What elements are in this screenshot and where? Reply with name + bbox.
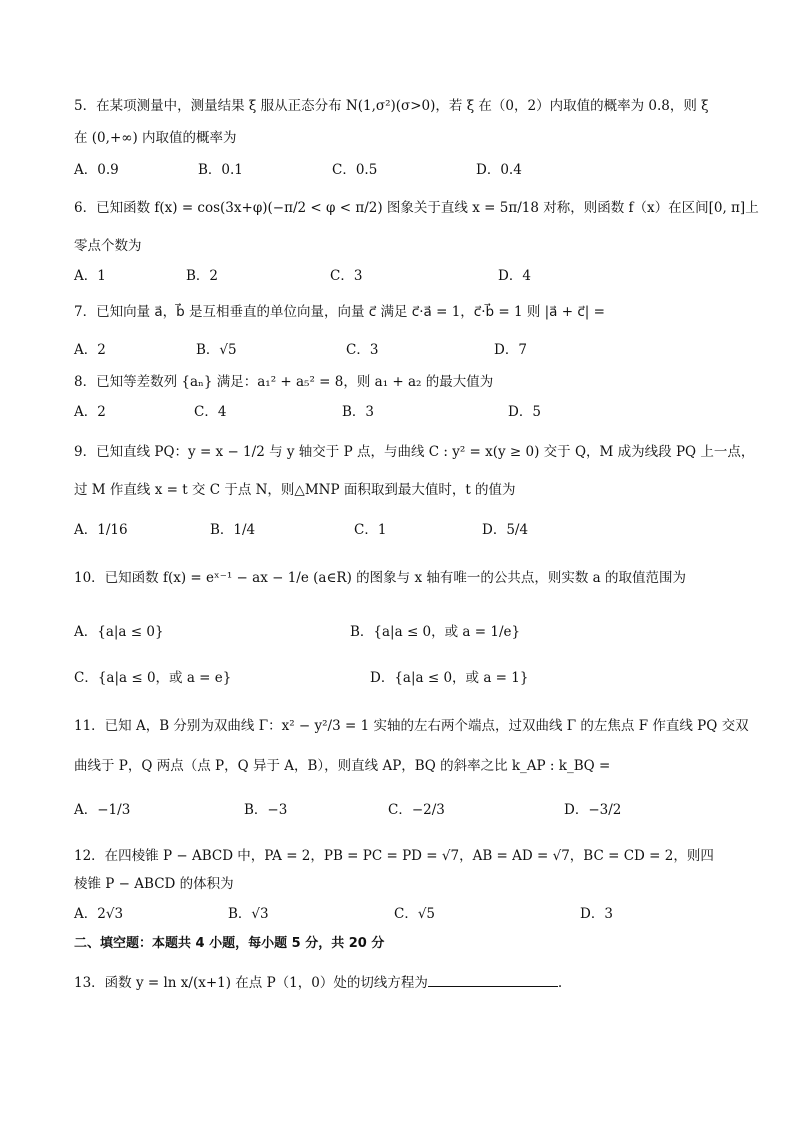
q9-option-b: B．1/4 <box>210 522 256 538</box>
q9-option-a: A．1/16 <box>74 522 128 538</box>
q10-option-c: C．{a|a ≤ 0，或 a = e} <box>74 670 232 686</box>
q12-option-d: D．3 <box>580 906 613 922</box>
q12-stem-line1: 12．在四棱锥 P − ABCD 中，PA = 2，PB = PC = PD = √7，AB = AD = √7，BC = CD = 2，则四 <box>74 848 714 864</box>
q12-option-b: B．√3 <box>228 906 269 922</box>
q9-stem-line2: 过 M 作直线 x = t 交 C 于点 N，则△MNP 面积取到最大值时，t 的值为 <box>74 482 516 498</box>
q7-option-b: B．√5 <box>196 342 237 358</box>
q10-stem: 10．已知函数 f(x) = eˣ⁻¹ − ax − 1/e (a∈R) 的图象与 x 轴有唯一的公共点，则实数 a 的取值范围为 <box>74 570 686 586</box>
q5-option-a: A．0.9 <box>74 162 119 178</box>
q5-stem-line2: 在 (0,+∞) 内取值的概率为 <box>74 130 237 146</box>
q8-option-a: A．2 <box>74 404 106 420</box>
q8-option-b: B．3 <box>342 404 375 420</box>
q5-option-b: B．0.1 <box>198 162 243 178</box>
q6-option-d: D．4 <box>498 268 531 284</box>
q7-option-d: D．7 <box>494 342 527 358</box>
q6-option-c: C．3 <box>330 268 363 284</box>
q11-stem-line1: 11．已知 A，B 分别为双曲线 Γ：x² − y²/3 = 1 实轴的左右两个端点，过双曲线 Γ 的左焦点 F 作直线 PQ 交双 <box>74 718 749 734</box>
q11-option-d: D．−3/2 <box>564 802 622 818</box>
q11-stem-line2: 曲线于 P，Q 两点（点 P，Q 异于 A，B），则直线 AP，BQ 的斜率之比 k_AP : k_BQ = <box>74 758 611 774</box>
q7-option-a: A．2 <box>74 342 106 358</box>
q7-stem: 7．已知向量 a⃗，b⃗ 是互相垂直的单位向量，向量 c⃗ 满足 c⃗·a⃗ = 1，c⃗·b⃗ = 1 则 |a⃗ + c⃗| = <box>74 304 605 320</box>
q6-option-b: B．2 <box>186 268 219 284</box>
q7-option-c: C．3 <box>346 342 379 358</box>
q11-option-c: C．−2/3 <box>388 802 445 818</box>
q11-option-b: B．−3 <box>244 802 288 818</box>
q9-stem-line1: 9．已知直线 PQ：y = x − 1/2 与 y 轴交于 P 点，与曲线 C : y² = x(y ≥ 0) 交于 Q，M 成为线段 PQ 上一点， <box>74 444 755 460</box>
q13-stem <box>74 972 754 993</box>
q8-stem: 8．已知等差数列 {aₙ} 满足：a₁² + a₅² = 8，则 a₁ + a₂ 的最大值为 <box>74 374 494 390</box>
q8-option-d: D．5 <box>508 404 541 420</box>
q6-option-a: A．1 <box>74 268 106 284</box>
q5-option-d: D．0.4 <box>476 162 522 178</box>
q12-option-a: A．2√3 <box>74 906 124 922</box>
q13-suffix: . <box>557 975 563 991</box>
q6-stem-line2: 零点个数为 <box>74 238 142 254</box>
q8-option-c: C．4 <box>194 404 227 420</box>
q13-prefix: 13．函数 y = ln x/(x+1) 在点 P（1，0）处的切线方程为 <box>74 975 428 991</box>
q12-option-c: C．√5 <box>394 906 436 922</box>
q5-stem-line1: 5．在某项测量中，测量结果 ξ 服从正态分布 N(1,σ²)(σ>0)，若 ξ 在（0，2）内取值的概率为 0.8，则 ξ <box>74 98 709 114</box>
q5-option-c: C．0.5 <box>332 162 378 178</box>
q11-option-a: A．−1/3 <box>74 802 131 818</box>
q6-stem-line1: 6．已知函数 f(x) = cos(3x+φ)(−π/2 < φ < π/2) 图象关于直线 x = 5π/18 对称，则函数 f（x）在区间[0, π]上 <box>74 200 759 216</box>
q13-answer-blank[interactable] <box>428 972 558 987</box>
q10-option-b: B．{a|a ≤ 0，或 a = 1/e} <box>350 624 521 640</box>
q10-option-d: D．{a|a ≤ 0，或 a = 1} <box>370 670 529 686</box>
q12-stem-line2: 棱锥 P − ABCD 的体积为 <box>74 876 234 892</box>
q9-option-c: C．1 <box>354 522 387 538</box>
q9-option-d: D．5/4 <box>482 522 529 538</box>
section-heading-fill-in: 二、填空题：本题共 4 小题，每小题 5 分，共 20 分 <box>74 936 385 951</box>
q10-option-a: A．{a|a ≤ 0} <box>74 624 164 640</box>
